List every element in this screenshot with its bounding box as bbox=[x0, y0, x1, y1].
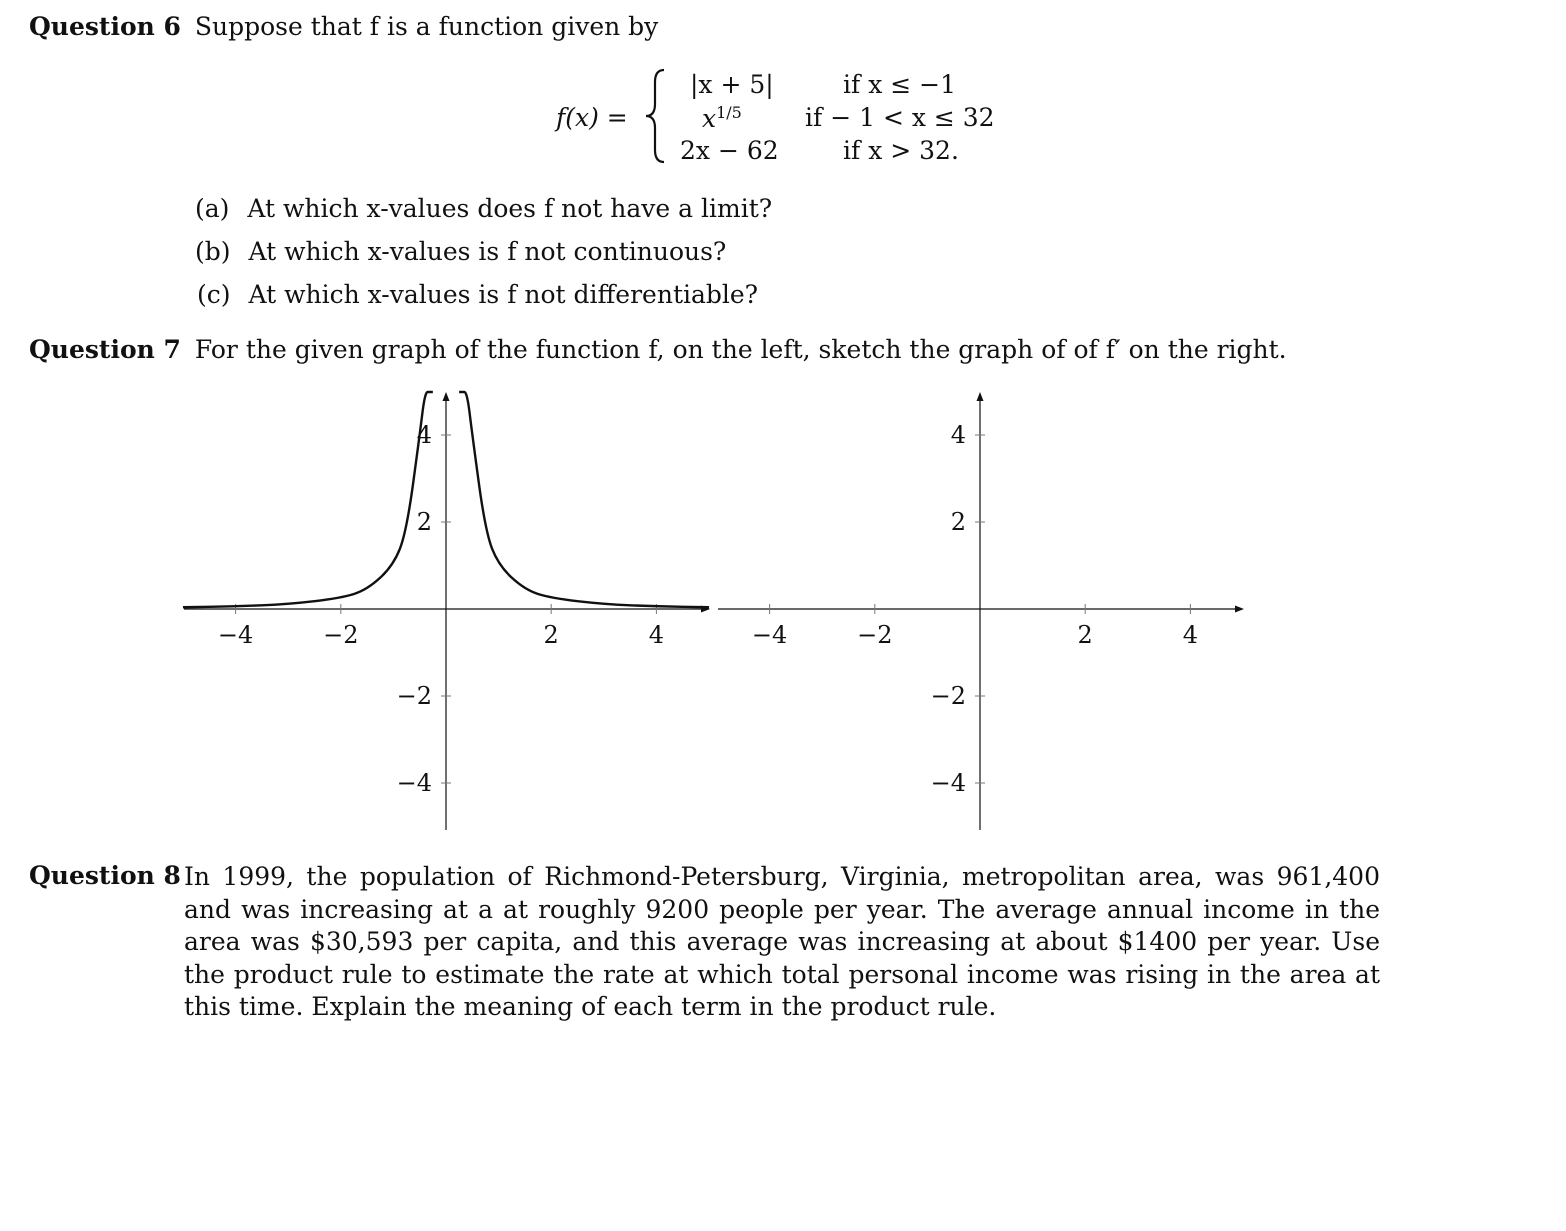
part-c-tag: (c) bbox=[197, 280, 231, 309]
case-2-base: x bbox=[702, 104, 717, 133]
question-8-label: Question 8 bbox=[29, 861, 181, 890]
right-y-tick-label: 2 bbox=[950, 508, 966, 536]
function-lhs: f(x) = bbox=[556, 103, 628, 132]
part-a-text: At which x-values does f not have a limit? bbox=[247, 194, 773, 223]
right-y-tick-label: 4 bbox=[950, 421, 966, 449]
right-x-tick-label: −4 bbox=[751, 621, 788, 649]
part-c-text: At which x-values is f not differentiable? bbox=[248, 280, 759, 309]
left-x-tick-label: 2 bbox=[543, 621, 559, 649]
question-6-label: Question 6 bbox=[29, 12, 181, 41]
left-y-axis-arrow bbox=[443, 392, 450, 401]
case-1-expr: |x + 5| bbox=[690, 70, 774, 99]
question-7-text: For the given graph of the function f, on the left, sketch the graph of of f′ on the right. bbox=[194, 335, 1287, 364]
left-x-tick-label: −4 bbox=[217, 621, 254, 649]
left-y-tick-label: 2 bbox=[416, 508, 432, 536]
left-x-tick-label: −2 bbox=[323, 621, 359, 649]
case-3-condition: if x > 32. bbox=[843, 136, 959, 165]
question-6-intro: Suppose that f is a function given by bbox=[194, 12, 659, 41]
left-y-tick-label: −4 bbox=[396, 769, 432, 797]
right-y-tick-label: −2 bbox=[930, 682, 966, 710]
question-7-label: Question 7 bbox=[29, 335, 181, 364]
part-b-text: At which x-values is f not continuous? bbox=[248, 237, 727, 266]
left-curve-branch-negative bbox=[183, 392, 433, 607]
right-x-tick-label: 2 bbox=[1077, 621, 1093, 649]
left-y-tick-label: −2 bbox=[396, 682, 432, 710]
right-x-axis-arrow bbox=[1235, 606, 1244, 613]
part-a-tag: (a) bbox=[195, 194, 230, 223]
case-2-condition: if − 1 < x ≤ 32 bbox=[805, 103, 995, 132]
case-3-expr: 2x − 62 bbox=[680, 136, 779, 165]
question-8-text: In 1999, the population of Richmond-Petersburg, Virginia, metropolitan area, was 961,400 and was increasing at a at roughly 9200 people per year. The average annual income in the area was $30,593 per capita, and this average was increasing at about $1400 per year. Use the product rule to estimate the rate at which total personal income was rising in the area at this time. Explain the meaning of each term in the product rule. bbox=[184, 862, 1380, 1021]
right-y-axis-arrow bbox=[977, 392, 984, 401]
left-x-tick-label: 4 bbox=[648, 621, 665, 649]
part-b-tag: (b) bbox=[195, 237, 231, 266]
right-y-tick-label: −4 bbox=[930, 769, 966, 797]
right-x-tick-label: 4 bbox=[1182, 621, 1199, 649]
right-x-tick-label: −2 bbox=[857, 621, 893, 649]
case-2-exponent: 1/5 bbox=[716, 103, 742, 122]
case-1-condition: if x ≤ −1 bbox=[843, 70, 956, 99]
left-curve-branch-positive bbox=[459, 392, 709, 607]
left-y-tick-label: 4 bbox=[416, 421, 432, 449]
